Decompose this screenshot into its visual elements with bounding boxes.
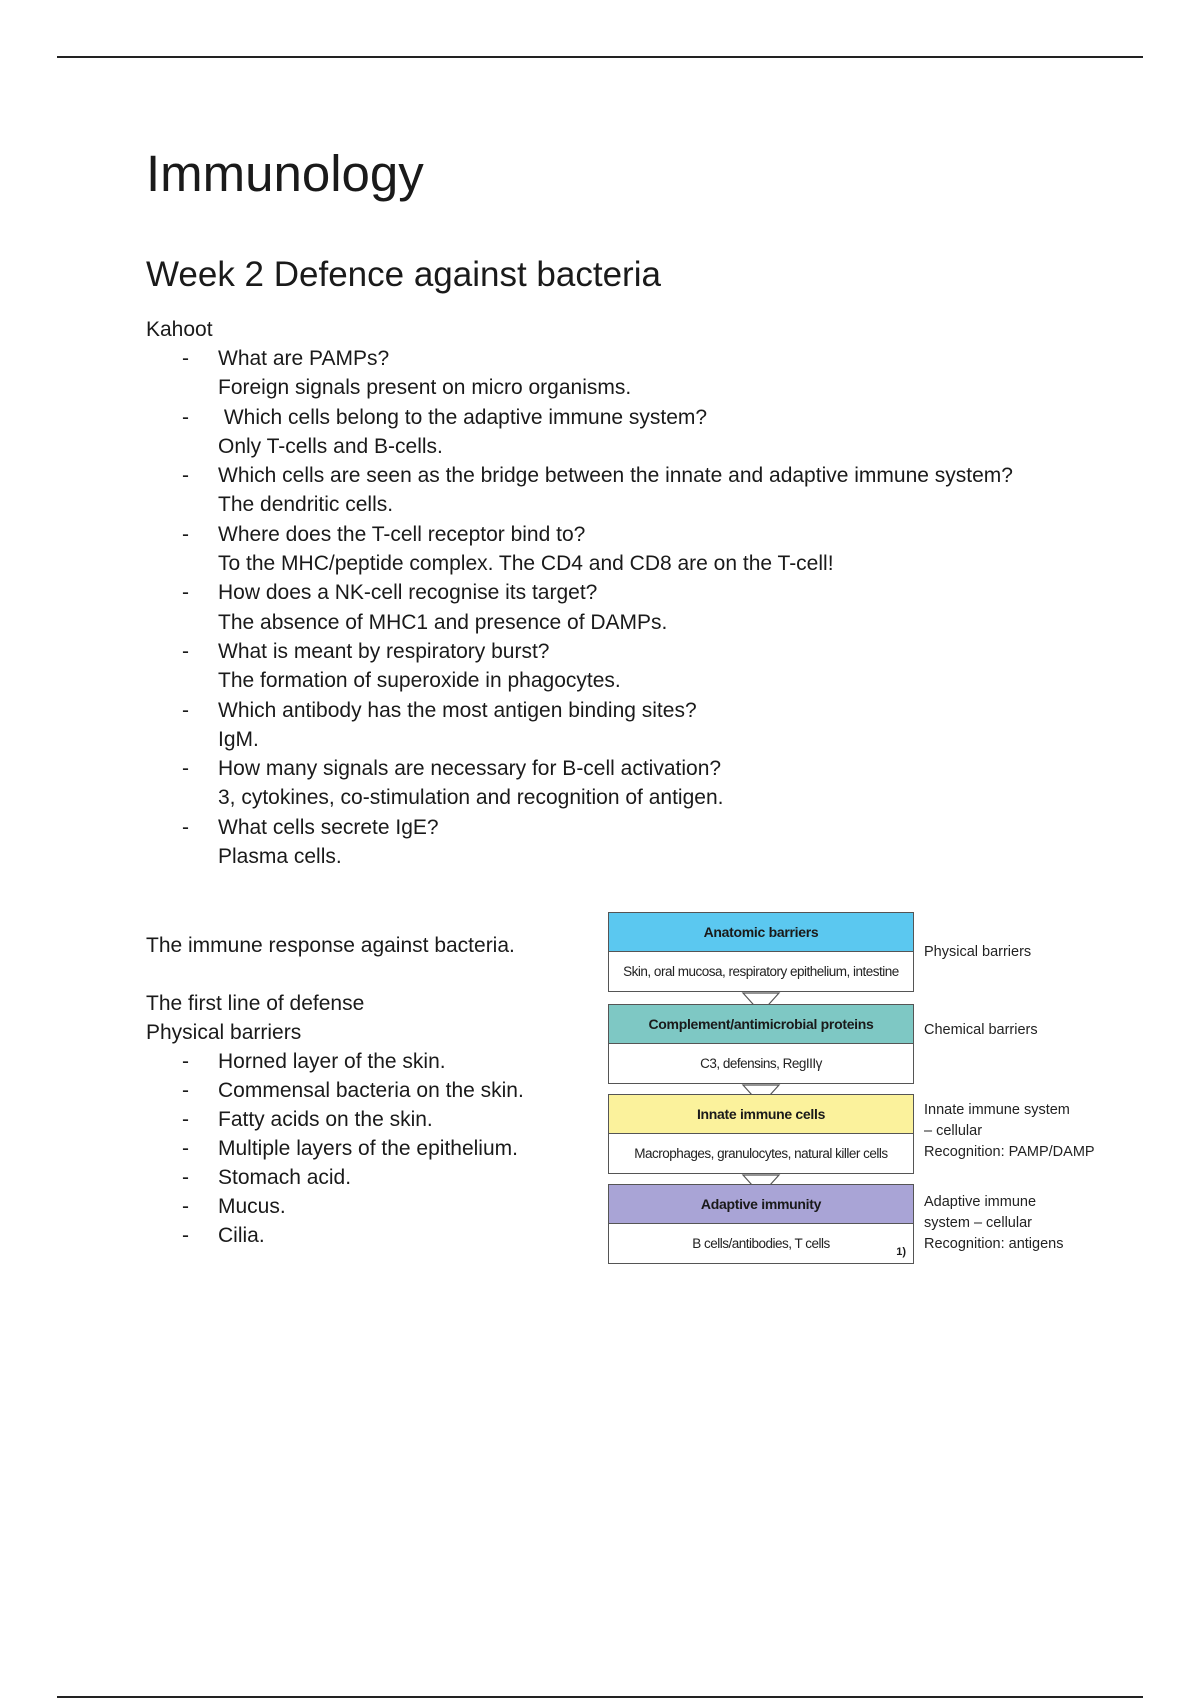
list-item (146, 813, 1026, 872)
level-header: Anatomic barriers (608, 912, 914, 952)
list-item (146, 403, 1026, 462)
level-body: C3, defensins, RegIIIγ (608, 1044, 914, 1084)
list-item (146, 520, 1026, 579)
page-title: Immunology (146, 145, 424, 202)
bullet-dash: - (182, 405, 189, 429)
barrier-item: Commensal bacteria on the skin. (218, 1079, 524, 1102)
figure-number: 1) (896, 1246, 906, 1258)
level-anatomic-barriers (608, 912, 914, 992)
question: How many signals are necessary for B-cell activation? (218, 757, 722, 781)
list-item (146, 1047, 586, 1076)
list-item (146, 1221, 586, 1250)
bullet-dash: - (182, 581, 189, 605)
answer: Plasma cells. (218, 845, 342, 869)
question: Which cells belong to the adaptive immune system? (218, 405, 708, 429)
side-label-adaptive (924, 1192, 1063, 1255)
side-label-line: Physical barriers (924, 944, 1032, 960)
level-body: B cells/antibodies, T cells (608, 1224, 914, 1264)
kahoot-qa-list (146, 344, 1026, 871)
barrier-item: Cilia. (218, 1224, 265, 1247)
side-label-physical (924, 942, 1031, 963)
question: What is meant by respiratory burst? (218, 639, 550, 663)
answer: 3, cytokines, co-stimulation and recognition of antigen. (218, 786, 724, 810)
level-adaptive-immunity (608, 1184, 914, 1264)
bullet-dash: - (182, 698, 189, 722)
bullet-dash: - (182, 1137, 189, 1160)
list-item (146, 1105, 586, 1134)
side-label-line: Recognition: PAMP/DAMP (924, 1144, 1095, 1160)
answer: Only T-cells and B-cells. (218, 434, 443, 458)
intro-text: The immune response against bacteria. (146, 934, 515, 957)
list-item (146, 637, 1026, 696)
barrier-list (146, 1047, 586, 1250)
bullet-dash: - (182, 639, 189, 663)
first-line-heading: The first line of defense (146, 992, 365, 1015)
question: Where does the T-cell receptor bind to? (218, 522, 586, 546)
side-label-line: Adaptive immune (924, 1194, 1037, 1210)
bullet-dash: - (182, 1108, 189, 1131)
answer: IgM. (218, 727, 259, 751)
level-complement-proteins (608, 1004, 914, 1084)
level-header: Complement/antimicrobial proteins (608, 1004, 914, 1044)
bullet-dash: - (182, 757, 189, 781)
bullet-dash: - (182, 464, 189, 488)
immune-defense-diagram (608, 912, 1120, 1270)
side-label-line: – cellular (924, 1123, 983, 1139)
level-body: Skin, oral mucosa, respiratory epithelium, intestine (608, 952, 914, 992)
answer: The dendritic cells. (218, 493, 394, 517)
answer: To the MHC/peptide complex. The CD4 and CD8 are on the T-cell! (218, 552, 834, 576)
answer: The absence of MHC1 and presence of DAMPs. (218, 610, 668, 634)
answer: The formation of superoxide in phagocytes. (218, 669, 621, 693)
barrier-item: Stomach acid. (218, 1166, 352, 1189)
question: Which antibody has the most antigen binding sites? (218, 698, 697, 722)
side-label-line: system – cellular (924, 1215, 1032, 1231)
barrier-item: Mucus. (218, 1195, 286, 1218)
bullet-dash: - (182, 1079, 189, 1102)
list-item (146, 461, 1026, 520)
barrier-item: Multiple layers of the epithelium. (218, 1137, 518, 1160)
barrier-item: Horned layer of the skin. (218, 1050, 446, 1073)
list-item (146, 1134, 586, 1163)
bullet-dash: - (182, 1224, 189, 1247)
list-item (146, 696, 1026, 755)
bullet-dash: - (182, 1050, 189, 1073)
list-item (146, 344, 1026, 403)
level-body: Macrophages, granulocytes, natural killer cells (608, 1134, 914, 1174)
bullet-dash: - (182, 1166, 189, 1189)
question: How does a NK-cell recognise its target? (218, 581, 598, 605)
section-heading: Week 2 Defence against bacteria (146, 255, 661, 294)
side-label-line: Recognition: antigens (924, 1236, 1064, 1252)
question: What cells secrete IgE? (218, 815, 439, 839)
list-item (146, 578, 1026, 637)
level-innate-immune-cells (608, 1094, 914, 1174)
bullet-dash: - (182, 522, 189, 546)
bullet-dash: - (182, 1195, 189, 1218)
side-label-line: Innate immune system (924, 1102, 1070, 1118)
list-item (146, 1192, 586, 1221)
list-item (146, 1163, 586, 1192)
kahoot-label: Kahoot (146, 318, 213, 341)
physical-barriers-heading: Physical barriers (146, 1021, 302, 1044)
list-item (146, 754, 1026, 813)
top-rule (57, 56, 1143, 58)
bottom-rule (57, 1696, 1143, 1698)
immune-response-section (146, 931, 586, 1250)
side-label-innate (924, 1100, 1095, 1163)
bullet-dash: - (182, 347, 189, 370)
barrier-item: Fatty acids on the skin. (218, 1108, 433, 1131)
question: Which cells are seen as the bridge between the innate and adaptive immune system? (218, 464, 1013, 488)
level-header: Adaptive immunity (608, 1184, 914, 1224)
side-label-chemical (924, 1020, 1038, 1041)
bullet-dash: - (182, 815, 189, 839)
side-label-line: Chemical barriers (924, 1022, 1038, 1038)
answer: Foreign signals present on micro organisms. (218, 376, 632, 400)
level-header: Innate immune cells (608, 1094, 914, 1134)
question: What are PAMPs? (218, 347, 390, 370)
list-item (146, 1076, 586, 1105)
